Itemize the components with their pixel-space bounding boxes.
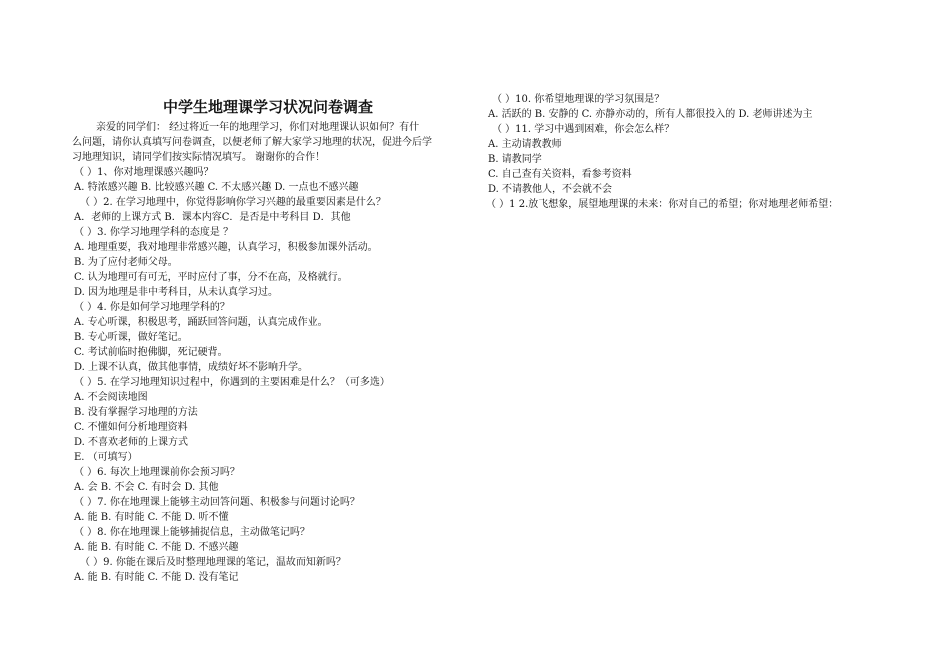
answer-option-line: D. 因为地理是非中考科目，从未认真学习过。 (74, 287, 279, 298)
intro-line: 么问题，请你认真填写问卷调查，以便老师了解大家学习地理的状况，促进今后学 (72, 137, 432, 148)
question-line: （ ）9. 你能在课后及时整理地理课的笔记，温故而知新吗？ (80, 557, 346, 568)
answer-option-line: D. 不请教他人，不会就不会 (488, 184, 613, 195)
answer-option-line: A. 主动请教教师 (488, 139, 562, 150)
answer-option-line: A. 地理重要，我对地理非常感兴趣，认真学习，积极参加课外活动。 (74, 242, 378, 253)
right-question-column (486, 92, 896, 212)
intro-paragraph (72, 120, 472, 165)
question-line: （ ）3. 你学习地理学科的态度是 ？ (74, 227, 234, 238)
answer-option-line: C. 自己查有关资料，看参考资料 (488, 169, 632, 180)
answer-option-line: D. 上课不认真，做其他事情，成绩好坏不影响升学。 (74, 362, 309, 373)
answer-option-line: D. 不喜欢老师的上课方式 (74, 437, 189, 448)
question-line: （ ）6. 每次上地理课前你会预习吗？ (74, 467, 240, 478)
answer-option-line: A. 专心听课，积极思考，踊跃回答问题，认真完成作业。 (74, 317, 328, 328)
question-line: （ ）10. 你希望地理课的学习氛围是？ (492, 94, 665, 105)
answer-option-line: C. 不懂如何分析地理资料 (74, 422, 188, 433)
answer-option-line: E. （可填写） (74, 452, 138, 463)
answer-option-line: C. 认为地理可有可无，平时应付了事，分不在高，及格就行。 (74, 272, 348, 283)
intro-line: 习地理知识，请同学们按实际情况填写。 谢谢你的合作！ (72, 152, 326, 163)
question-line: （ ）1 2.放飞想象，展望地理课的未来：你对自己的希望；你对地理老师希望： (486, 199, 839, 210)
answer-option-line: A. 不会阅读地图 (74, 392, 148, 403)
answer-option-line: B. 没有掌握学习地理的方法 (74, 407, 198, 418)
answer-option-line: B. 为了应付老师父母。 (74, 257, 178, 268)
question-line: （ ）8. 你在地理课上能够捕捉信息，主动做笔记吗？ (74, 527, 310, 538)
question-line: （ ）1、你对地理课感兴趣吗？ (74, 167, 214, 178)
question-line: （ ）7. 你在地理课上能够主动回答问题、积极参与问题讨论吗？ (74, 497, 360, 508)
answer-options-line: A. 能 B. 有时能 C. 不能 D. 没有笔记 (74, 572, 239, 583)
answer-option-line: B. 请教同学 (488, 154, 542, 165)
question-line: （ ）5. 在学习地理知识过程中，你遇到的主要困难是什么？（可多选） (74, 377, 390, 388)
answer-options-line: A. 特浓感兴趣 B. 比较感兴趣 C. 不太感兴趣 D. 一点也不感兴趣 (74, 182, 359, 193)
answer-options-line: A．老师的上课方式 B．课本内容C．是否是中考科目 D．其他 (74, 212, 351, 223)
answer-options-line: A. 能 B. 有时能 C. 不能 D. 不感兴趣 (74, 542, 239, 553)
intro-line: 亲爱的同学们： 经过将近一年的地理学习，你们对地理课认识如何？有什 (96, 122, 420, 133)
answer-option-line: C. 考试前临时抱佛脚，死记硬背。 (74, 347, 228, 358)
question-line: （ ）11. 学习中遇到困难，你会怎么样？ (492, 124, 675, 135)
answer-options-line: A. 能 B. 有时能 C. 不能 D. 听不懂 (74, 512, 229, 523)
answer-options-line: A. 会 B. 不会 C. 有时会 D. 其他 (74, 482, 219, 493)
left-question-column (74, 165, 474, 585)
answer-options-line: A. 活跃的 B. 安静的 C. 亦静亦动的，所有人都很投入的 D. 老师讲述为主 (488, 109, 813, 120)
page-title: 中学生地理课学习状况问卷调查 (162, 98, 373, 116)
question-line: （ ）2. 在学习地理中，你觉得影响你学习兴趣的最重要因素是什么？ (80, 197, 386, 208)
question-line: （ ）4. 你是如何学习地理学科的？ (74, 302, 230, 313)
answer-option-line: B. 专心听课，做好笔记。 (74, 332, 188, 343)
